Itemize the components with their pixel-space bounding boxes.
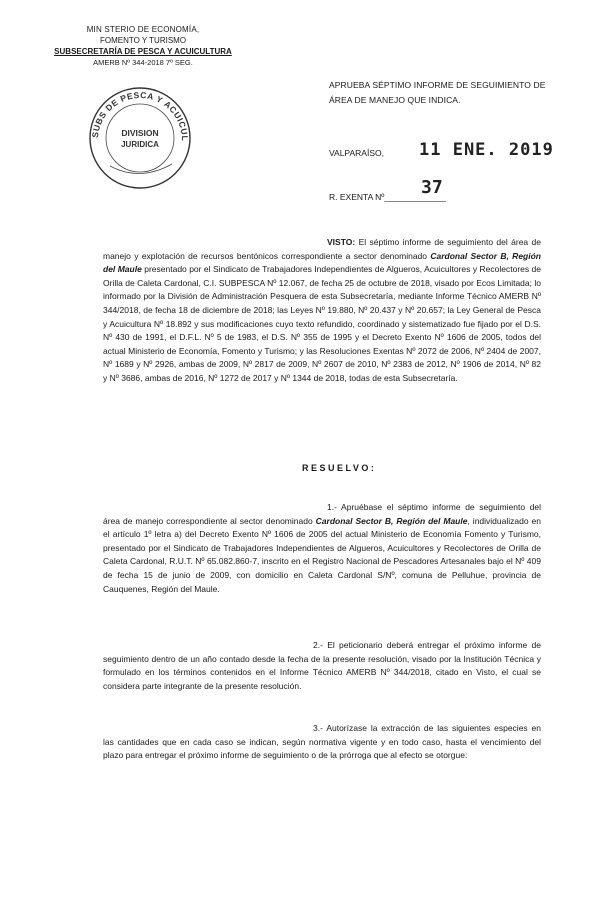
division-juridica-stamp	[80, 78, 198, 196]
article-1-sector-name: Cardonal Sector B, Región del Maule	[315, 515, 468, 526]
article-3	[103, 722, 541, 763]
visto-label: VISTO:	[327, 237, 356, 247]
stamp-ring-text: SUBS DE PESCA Y ACUICUL	[89, 89, 191, 141]
place-and-date	[329, 140, 569, 166]
resolution-number: 37	[421, 177, 443, 198]
ministry-line-1: MIN STERIO DE ECONOMÍA,	[86, 25, 200, 34]
resolution-number-block	[329, 177, 569, 207]
letterhead	[48, 24, 238, 68]
resolution-number-label: R. EXENTA Nº_____________	[329, 192, 446, 202]
visto-text-2: presentado por el Sindicato de Trabajadores Independientes de Algueros, Acuicultores y Recolectores de Orilla de Caleta Cardonal, C.I. SUBPESCA Nº 12.067, de fecha 25 de octubre de 2018, visado por Ecos Limitada; lo informado por la División de Administración Pesquera de esta Subsecretaría, mediante Informe Técnico AMERB Nº 344/2018, de fecha 18 de diciembre de 2018; las Leyes Nº 19.880, Nº 20.437 y Nº 20.657; la Ley General de Pesca y Acuicultura Nº 18.892 y sus modificaciones cuyo texto refundido, coordinado y sistematizado fue fijado por el D.S. Nº 430 de 1991, el D.F.L. Nº 5 de 1983, el D.S. Nº 355 de 1995 y el Decreto Exento Nº 1606 de 2005, todos del actual Ministerio de Economía, Fomento y Turismo; y las Resoluciones Exentas Nº 2072 de 2006, Nº 2404 de 2007, Nº 1689 y Nº 2926, ambas de 2009, Nº 2817 de 2009, Nº 2607 de 2010, Nº 2383 de 2012, Nº 1906 de 2014, Nº 82 y Nº 3686, ambas de 2016, Nº 1272 de 2017 y Nº 1344 de 2018, todas de esta Subsecretaría.	[103, 264, 542, 383]
article-2-text: 2.- El peticionario deberá entregar el próximo informe de seguimiento dentro de un año contado desde la fecha de la presente resolución, visado por la Institución Técnica y formulado en los términos contenidos en el Informe Técnico AMERB Nº 344/2018, citado en Visto, el cual se considera parte integrante de la presente resolución.	[103, 640, 541, 691]
stamp-seal-icon	[80, 78, 198, 196]
subsecretaria-line: SUBSECRETARÍA DE PESCA Y ACUICULTURA	[54, 47, 232, 56]
visto-text-1: El séptimo informe de seguimiento del área de manejo y explotación de recursos bentónicos correspondiente a sector denominado	[103, 237, 541, 261]
place-label: VALPARAÍSO,	[329, 148, 384, 158]
date-stamp: 11 ENE. 2019	[419, 140, 554, 160]
amerb-reference: AMERB Nº 344-2018 7º SEG.	[93, 58, 193, 67]
article-1-text-1: 1.- Apruébase el séptimo informe de seguimiento del área de manejo correspondiente al sector denominado	[103, 502, 541, 526]
article-1-text-2: , individualizado en el artículo 1º letra a) del Decreto Exento Nº 1606 de 2005 del actual Ministerio de Economía Fomento y Turismo, presentado por el Sindicato de Trabajadores Independientes de Algueros, Acuicultores y Recolectores de Orilla de Caleta Cardonal, R.U.T. Nº 65.082.860-7, inscrito en el Registro Nacional de Pescadores Artesanales bajo el Nº 409 de fecha 15 de junio de 2009, con domicilio en Caleta Cardonal S/Nº, comuna de Pelluhue, provincia de Cauquenes, Región del Maule.	[103, 515, 541, 594]
visto-sector-name: Cardonal Sector B, Región del Maule	[103, 250, 541, 275]
resuelvo-heading: RESUELVO:	[302, 463, 377, 473]
visto-paragraph	[103, 236, 541, 386]
article-3-text: 3.- Autorízase la extracción de las siguientes especies en las cantidades que en cada caso se indican, según normativa vigente y en todo caso, hasta el vencimiento del plazo para entregar el próximo informe de seguimiento o de la prórroga que al efecto se otorgue:	[103, 723, 541, 761]
resolution-subject: APRUEBA SÉPTIMO INFORME DE SEGUIMIENTO DE ÁREA DE MANEJO QUE INDICA.	[329, 80, 546, 105]
article-1	[103, 501, 541, 596]
stamp-center-line-2: JURIDICA	[121, 140, 159, 149]
stamp-center-line-1: DIVISION	[121, 128, 159, 138]
article-2	[103, 639, 541, 693]
ministry-line-2: FOMENTO Y TURISMO	[99, 36, 187, 45]
